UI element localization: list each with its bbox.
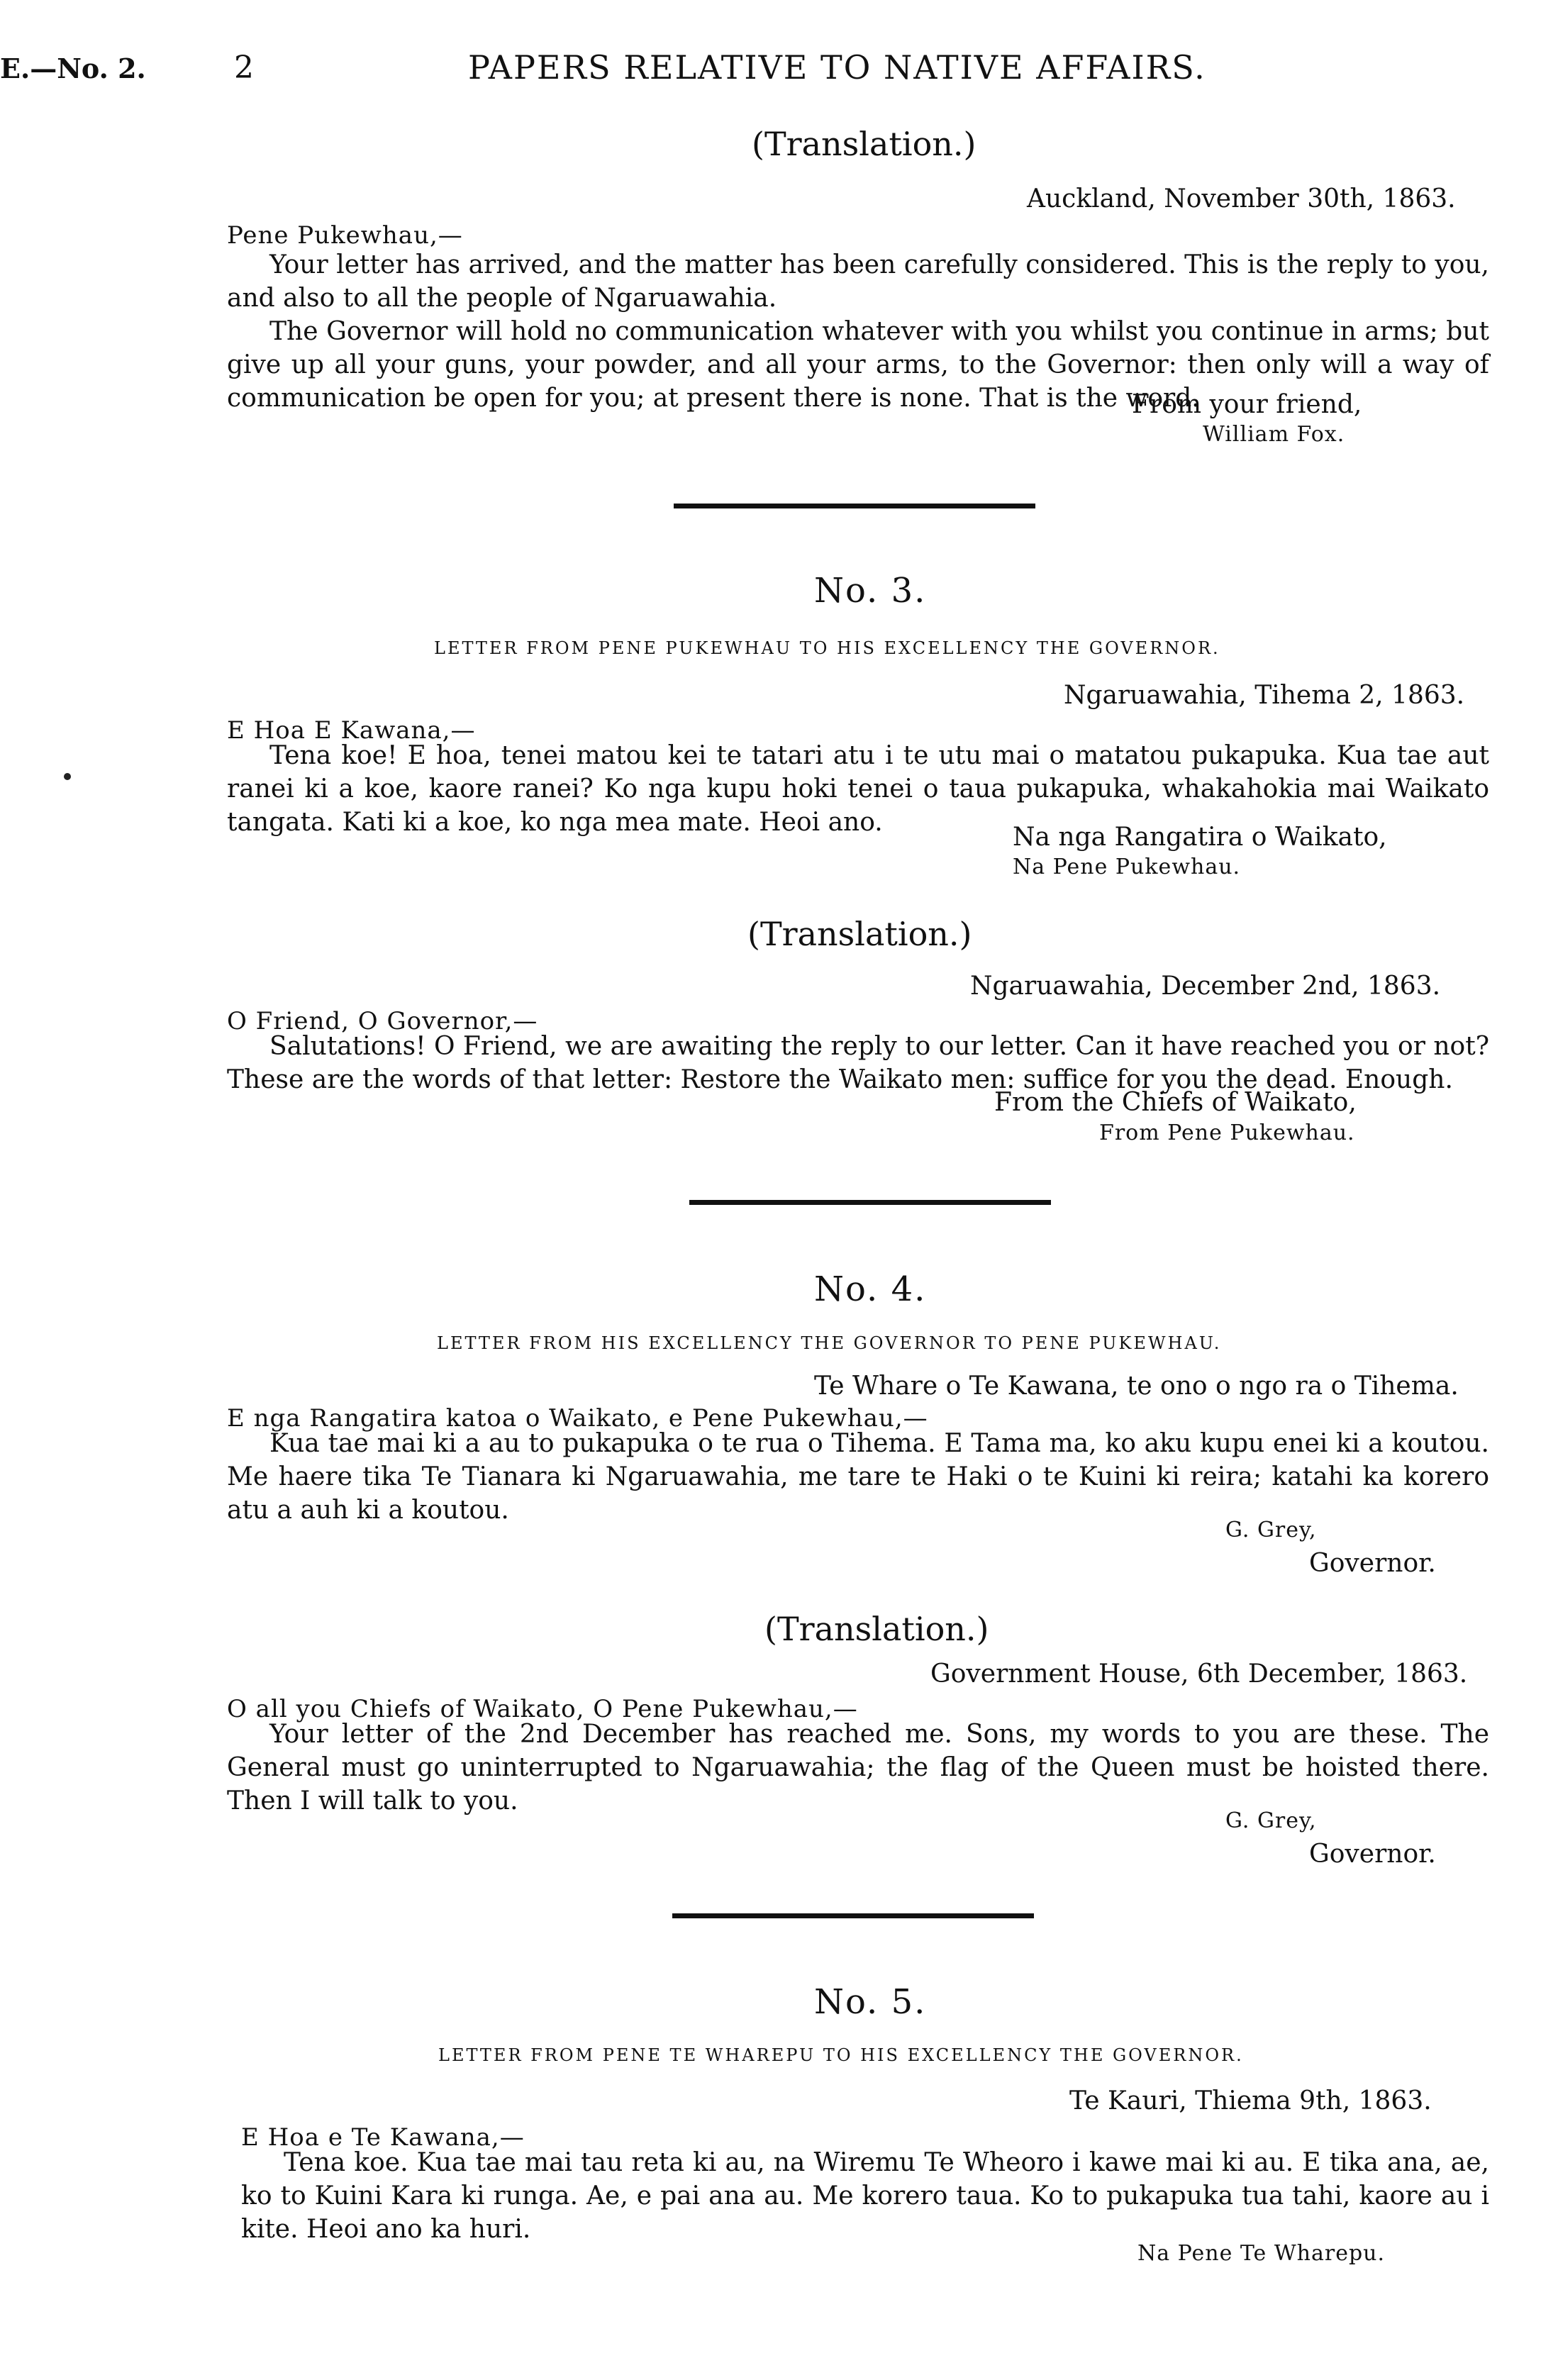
closing: Na nga Rangatira o Waikato, — [1013, 823, 1387, 852]
translation-heading: (Translation.) — [764, 1610, 989, 1648]
salutation: Pene Pukewhau,— — [227, 221, 463, 250]
letter-body — [227, 1030, 1489, 1096]
document-number: No. 3. — [814, 571, 927, 611]
signature: From Pene Pukewhau. — [1099, 1121, 1355, 1145]
translation-heading: (Translation.) — [747, 915, 972, 953]
dateline: Ngaruawahia, December 2nd, 1863. — [970, 972, 1441, 1001]
salutation: E Hoa E Kawana,— — [227, 716, 476, 745]
letter-caption: LETTER FROM PENE TE WHAREPU TO HIS EXCELLENCY THE GOVERNOR. — [438, 2045, 1244, 2065]
dateline: Te Kauri, Thiema 9th, 1863. — [1069, 2086, 1432, 2115]
translation-heading: (Translation.) — [752, 125, 976, 163]
paragraph: Kua tae mai ki a au to pukapuka o te rua o Tihema. E Tama ma, ko aku kupu enei ki a koutou. Me haere tika Te Tianara ki Ngaruawahia, me tare te Haki o te Kuini ki reira; katahi ka korero atu a auh ki a koutou. — [227, 1429, 1489, 1525]
salutation: E Hoa e Te Kawana,— — [241, 2123, 525, 2152]
salutation: O all you Chiefs of Waikato, O Pene Pukewhau,— — [227, 1695, 858, 1723]
letter-body — [227, 1718, 1489, 1818]
dateline: Te Whare o Te Kawana, te ono o ngo ra o Tihema. — [814, 1372, 1459, 1401]
paragraph: Your letter has arrived, and the matter has been carefully considered. This is the reply to you, and also to all the people of Ngaruawahia. — [227, 250, 1489, 313]
dateline: Ngaruawahia, Tihema 2, 1863. — [1064, 681, 1465, 710]
dateline: Auckland, November 30th, 1863. — [1027, 184, 1456, 213]
signature: Na Pene Te Wharepu. — [1137, 2241, 1386, 2266]
section-rule — [674, 504, 1035, 508]
document-number: No. 5. — [814, 1982, 927, 2022]
closing: From the Chiefs of Waikato, — [994, 1088, 1357, 1117]
paragraph: Your letter of the 2nd December has reached me. Sons, my words to you are these. The General must go uninterrupted to Ngaruawahia; the flag of the Queen must be hoisted there. Then I will talk to you. — [227, 1720, 1489, 1815]
signature: William Fox. — [1203, 422, 1345, 447]
letter-caption: LETTER FROM HIS EXCELLENCY THE GOVERNOR TO PENE PUKEWHAU. — [437, 1333, 1222, 1353]
salutation: O Friend, O Governor,— — [227, 1007, 538, 1035]
paragraph: Salutations! O Friend, we are awaiting the reply to our letter. Can it have reached you or not? These are the words of that letter: Restore the Waikato men: suffice for you the dead. Enough. — [227, 1032, 1490, 1094]
section-rule — [672, 1913, 1034, 1918]
signature: Na Pene Pukewhau. — [1013, 855, 1241, 879]
paper-reference: E.—No. 2. — [0, 52, 146, 84]
salutation: E nga Rangatira katoa o Waikato, e Pene Pukewhau,— — [227, 1404, 928, 1433]
paragraph: Tena koe! E hoa, tenei matou kei te tatari atu i te utu mai o matatou pukapuka. Kua tae aut ranei ki a koe, kaore ranei? Ko nga kupu hoki tenei o taua pukapuka, whakahokia mai Waikato tangata. Kati ki a koe, ko nga mea mate. Heoi ano. — [227, 741, 1489, 837]
signature: G. Grey, — [1225, 1518, 1317, 1542]
dateline: Government House, 6th December, 1863. — [930, 1659, 1468, 1689]
paragraph: Tena koe. Kua tae mai tau reta ki au, na Wiremu Te Wheoro i kawe mai ki au. E tika ana, ae, ko to Kuini Kara ki runga. Ae, e pai ana au. Me korero taua. Ko to pukapuka tua tahi, kaore au i kite. Heoi ano ka huri. — [241, 2148, 1489, 2244]
letter-body — [241, 2146, 1489, 2246]
signatory-office: Governor. — [1309, 1549, 1436, 1578]
paragraph: The Governor will hold no communication whatever with you whilst you continue in arms; but give up all your guns, your powder, and all your arms, to the Governor: then only will a way of communication be open for you; at present there is none. That is the word. — [227, 317, 1489, 413]
running-header — [0, 45, 1558, 88]
stray-mark — [64, 773, 71, 780]
signatory-office: Governor. — [1309, 1840, 1436, 1869]
section-rule — [689, 1200, 1051, 1205]
page-number: 2 — [234, 50, 254, 86]
letter-body — [227, 1427, 1489, 1527]
signature: G. Grey, — [1225, 1808, 1317, 1833]
closing: From your friend, — [1132, 390, 1362, 419]
page-title: PAPERS RELATIVE TO NATIVE AFFAIRS. — [468, 48, 1206, 87]
document-number: No. 4. — [814, 1269, 927, 1309]
letter-caption: LETTER FROM PENE PUKEWHAU TO HIS EXCELLENCY THE GOVERNOR. — [434, 638, 1220, 658]
